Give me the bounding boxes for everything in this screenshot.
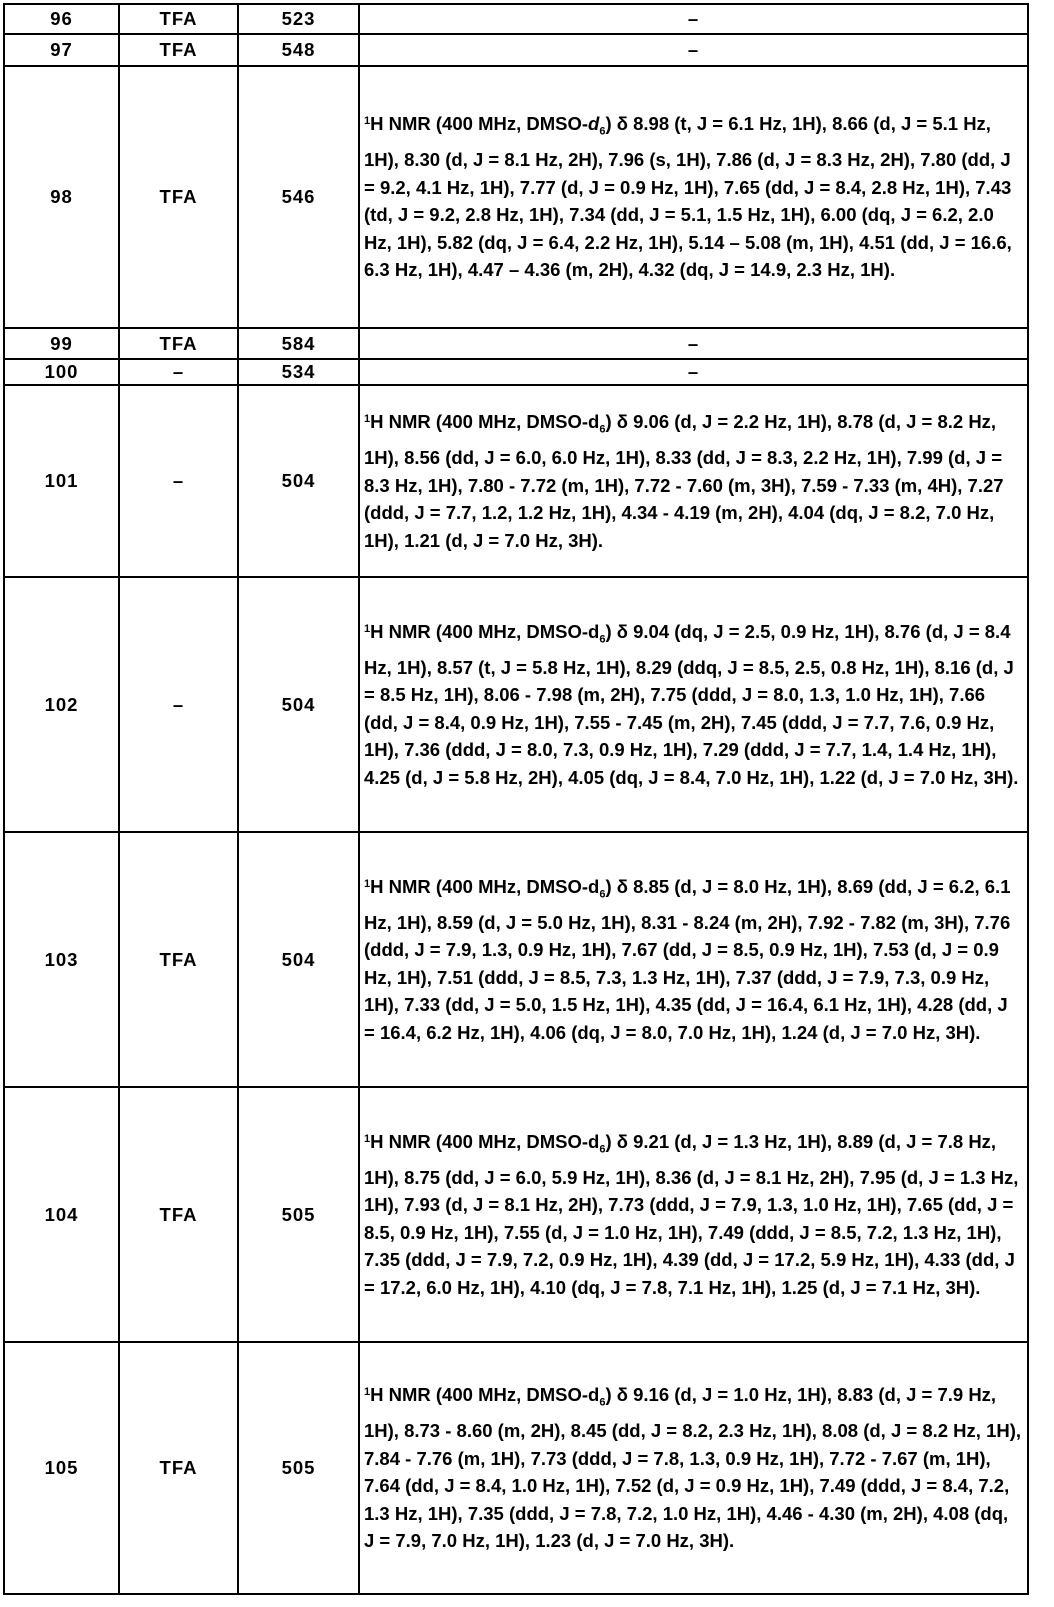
nmr-superscript: 1: [364, 413, 370, 425]
mass-cell: 505: [238, 1342, 359, 1594]
nmr-peaks: ) δ 9.04 (dq, J = 2.5, 0.9 Hz, 1H), 8.76 (d, J = 8.4 Hz, 1H), 8.57 (t, J = 5.8 Hz, 1H), 8.29 (ddq, J = 8.5, 2.5, 0.8 Hz, 1H), 8.16 (d, J = 8.5 Hz, 1H), 8.06 - 7.98 (m, 2H), 7.75 (ddd, J = 8.0, 1.3, 1.0 Hz, 1H), 7.66 (dd, J = 8.4, 0.9 Hz, 1H), 7.55 - 7.45 (m, 2H), 7.45 (ddd, J = 7.7, 7.6, 0.9 Hz, 1H), 7.36 (ddd, J = 8.0, 7.3, 0.9 Hz, 1H), 7.29 (ddd, J = 7.7, 1.4, 1.4 Hz, 1H), 4.25 (d, J = 5.8 Hz, 2H), 4.05 (dq, J = 8.4, 7.0 Hz, 1H), 1.22 (d, J = 7.0 Hz, 3H).: [364, 621, 1018, 788]
compound-number-cell: 97: [4, 34, 119, 66]
nmr-superscript: 1: [364, 1133, 370, 1145]
nmr-peaks: ) δ 9.06 (d, J = 2.2 Hz, 1H), 8.78 (d, J = 8.2 Hz, 1H), 8.56 (dd, J = 6.0, 6.0 Hz, 1H), 8.33 (dd, J = 8.3, 2.2 Hz, 1H), 7.99 (d, J = 8.3 Hz, 1H), 7.80 - 7.72 (m, 1H), 7.72 - 7.60 (m, 3H), 7.59 - 7.33 (m, 4H), 7.27 (ddd, J = 7.7, 1.2, 1.2 Hz, 1H), 4.34 - 4.19 (m, 2H), 4.04 (dq, J = 8.2, 7.0 Hz, 1H), 1.21 (d, J = 7.0 Hz, 3H).: [364, 411, 1004, 551]
compound-number-cell: 103: [4, 832, 119, 1087]
compound-number-cell: 96: [4, 4, 119, 34]
compound-number-cell: 104: [4, 1087, 119, 1342]
nmr-superscript: 1: [364, 623, 370, 635]
nmr-header: H NMR (400 MHz, DMSO-d: [370, 1131, 599, 1152]
nmr-data-cell: [359, 385, 1028, 577]
table-row: [4, 385, 1028, 577]
table-row: [4, 34, 1028, 66]
table-row: [4, 577, 1028, 832]
mass-cell: 523: [238, 4, 359, 34]
table-row: [4, 1087, 1028, 1342]
table-row: [4, 1342, 1028, 1594]
mass-cell: 534: [238, 359, 359, 385]
compound-number-cell: 100: [4, 359, 119, 385]
mass-cell: 548: [238, 34, 359, 66]
nmr-superscript: 1: [364, 115, 370, 127]
mass-cell: 546: [238, 66, 359, 328]
nmr-data-cell: [359, 66, 1028, 328]
nmr-peaks: ) δ 8.85 (d, J = 8.0 Hz, 1H), 8.69 (dd, J = 6.2, 6.1 Hz, 1H), 8.59 (d, J = 5.0 Hz, 1H), 8.31 - 8.24 (m, 2H), 7.92 - 7.82 (m, 3H), 7.76 (ddd, J = 7.9, 1.3, 0.9 Hz, 1H), 7.67 (dd, J = 8.5, 0.9 Hz, 1H), 7.53 (d, J = 0.9 Hz, 1H), 7.51 (ddd, J = 8.5, 7.3, 1.3 Hz, 1H), 7.37 (ddd, J = 7.9, 7.3, 0.9 Hz, 1H), 7.33 (dd, J = 5.0, 1.5 Hz, 1H), 4.35 (dd, J = 16.4, 6.1 Hz, 1H), 4.28 (dd, J = 16.4, 6.2 Hz, 1H), 4.06 (dq, J = 8.0, 7.0 Hz, 1H), 1.24 (d, J = 7.0 Hz, 3H).: [364, 876, 1010, 1043]
nmr-subscript: 6: [599, 888, 605, 900]
salt-cell: TFA: [119, 34, 238, 66]
nmr-data-cell: [359, 832, 1028, 1087]
table-row: [4, 832, 1028, 1087]
salt-cell: –: [119, 359, 238, 385]
nmr-subscript: 6: [599, 633, 605, 645]
salt-cell: TFA: [119, 328, 238, 359]
salt-cell: TFA: [119, 832, 238, 1087]
nmr-data-cell: –: [359, 34, 1028, 66]
compound-data-table: [3, 3, 1029, 1595]
nmr-header: H NMR (400 MHz, DMSO-d: [370, 1384, 599, 1405]
compound-number-cell: 101: [4, 385, 119, 577]
table-row: [4, 328, 1028, 359]
nmr-solvent-italic: d: [588, 113, 599, 134]
salt-cell: –: [119, 385, 238, 577]
compound-number-cell: 105: [4, 1342, 119, 1594]
compound-number-cell: 98: [4, 66, 119, 328]
nmr-data-cell: –: [359, 4, 1028, 34]
nmr-data-cell: –: [359, 328, 1028, 359]
nmr-subscript: 6: [599, 126, 605, 138]
nmr-peaks: ) δ 8.98 (t, J = 6.1 Hz, 1H), 8.66 (d, J = 5.1 Hz, 1H), 8.30 (d, J = 8.1 Hz, 2H), 7.96 (s, 1H), 7.86 (d, J = 8.3 Hz, 2H), 7.80 (dd, J = 9.2, 4.1 Hz, 1H), 7.77 (d, J = 0.9 Hz, 1H), 7.65 (dd, J = 8.4, 2.8 Hz, 1H), 7.43 (td, J = 9.2, 2.8 Hz, 1H), 7.34 (dd, J = 5.1, 1.5 Hz, 1H), 6.00 (dq, J = 6.2, 2.0 Hz, 1H), 5.82 (dq, J = 6.4, 2.2 Hz, 1H), 5.14 – 5.08 (m, 1H), 4.51 (dd, J = 16.6, 6.3 Hz, 1H), 4.47 – 4.36 (m, 2H), 4.32 (dq, J = 14.9, 2.3 Hz, 1H).: [364, 113, 1012, 280]
nmr-data-cell: [359, 1342, 1028, 1594]
nmr-peaks: ) δ 9.21 (d, J = 1.3 Hz, 1H), 8.89 (d, J = 7.8 Hz, 1H), 8.75 (dd, J = 6.0, 5.9 Hz, 1H), 8.36 (d, J = 8.1 Hz, 2H), 7.95 (d, J = 1.3 Hz, 1H), 7.93 (d, J = 8.1 Hz, 2H), 7.73 (ddd, J = 7.9, 1.3, 1.0 Hz, 1H), 7.65 (dd, J = 8.5, 0.9 Hz, 1H), 7.55 (d, J = 1.0 Hz, 1H), 7.49 (ddd, J = 8.5, 7.2, 1.3 Hz, 1H), 7.35 (ddd, J = 7.9, 7.2, 0.9 Hz, 1H), 4.39 (dd, J = 17.2, 5.9 Hz, 1H), 4.33 (dd, J = 17.2, 6.0 Hz, 1H), 4.10 (dq, J = 7.8, 7.1 Hz, 1H), 1.25 (d, J = 7.1 Hz, 3H).: [364, 1131, 1018, 1298]
nmr-data-cell: [359, 1087, 1028, 1342]
mass-cell: 584: [238, 328, 359, 359]
table-row: [4, 66, 1028, 328]
nmr-data-cell: –: [359, 359, 1028, 385]
nmr-header: H NMR (400 MHz, DMSO-d: [370, 411, 599, 432]
nmr-superscript: 1: [364, 878, 370, 890]
nmr-subscript: 6: [599, 1143, 605, 1155]
mass-cell: 504: [238, 385, 359, 577]
mass-cell: 505: [238, 1087, 359, 1342]
nmr-header: H NMR (400 MHz, DMSO-: [370, 113, 588, 134]
mass-cell: 504: [238, 832, 359, 1087]
nmr-peaks: ) δ 9.16 (d, J = 1.0 Hz, 1H), 8.83 (d, J = 7.9 Hz, 1H), 8.73 - 8.60 (m, 2H), 8.45 (dd, J = 8.2, 2.3 Hz, 1H), 8.08 (d, J = 8.2 Hz, 1H), 7.84 - 7.76 (m, 1H), 7.73 (ddd, J = 7.8, 1.3, 0.9 Hz, 1H), 7.72 - 7.67 (m, 1H), 7.64 (dd, J = 8.4, 1.0 Hz, 1H), 7.52 (d, J = 0.9 Hz, 1H), 7.49 (ddd, J = 8.4, 7.2, 1.3 Hz, 1H), 7.35 (ddd, J = 7.8, 7.2, 1.0 Hz, 1H), 4.46 - 4.30 (m, 2H), 4.08 (dq, J = 7.9, 7.0 Hz, 1H), 1.23 (d, J = 7.0 Hz, 3H).: [364, 1384, 1021, 1551]
salt-cell: TFA: [119, 4, 238, 34]
table-row: [4, 4, 1028, 34]
nmr-superscript: 1: [364, 1386, 370, 1398]
compound-number-cell: 102: [4, 577, 119, 832]
mass-cell: 504: [238, 577, 359, 832]
salt-cell: –: [119, 577, 238, 832]
compound-number-cell: 99: [4, 328, 119, 359]
nmr-header: H NMR (400 MHz, DMSO-d: [370, 876, 599, 897]
nmr-header: H NMR (400 MHz, DMSO-d: [370, 621, 599, 642]
nmr-subscript: 6: [599, 424, 605, 436]
salt-cell: TFA: [119, 1087, 238, 1342]
table-row: [4, 359, 1028, 385]
salt-cell: TFA: [119, 1342, 238, 1594]
nmr-subscript: 6: [599, 1397, 605, 1409]
nmr-data-cell: [359, 577, 1028, 832]
salt-cell: TFA: [119, 66, 238, 328]
